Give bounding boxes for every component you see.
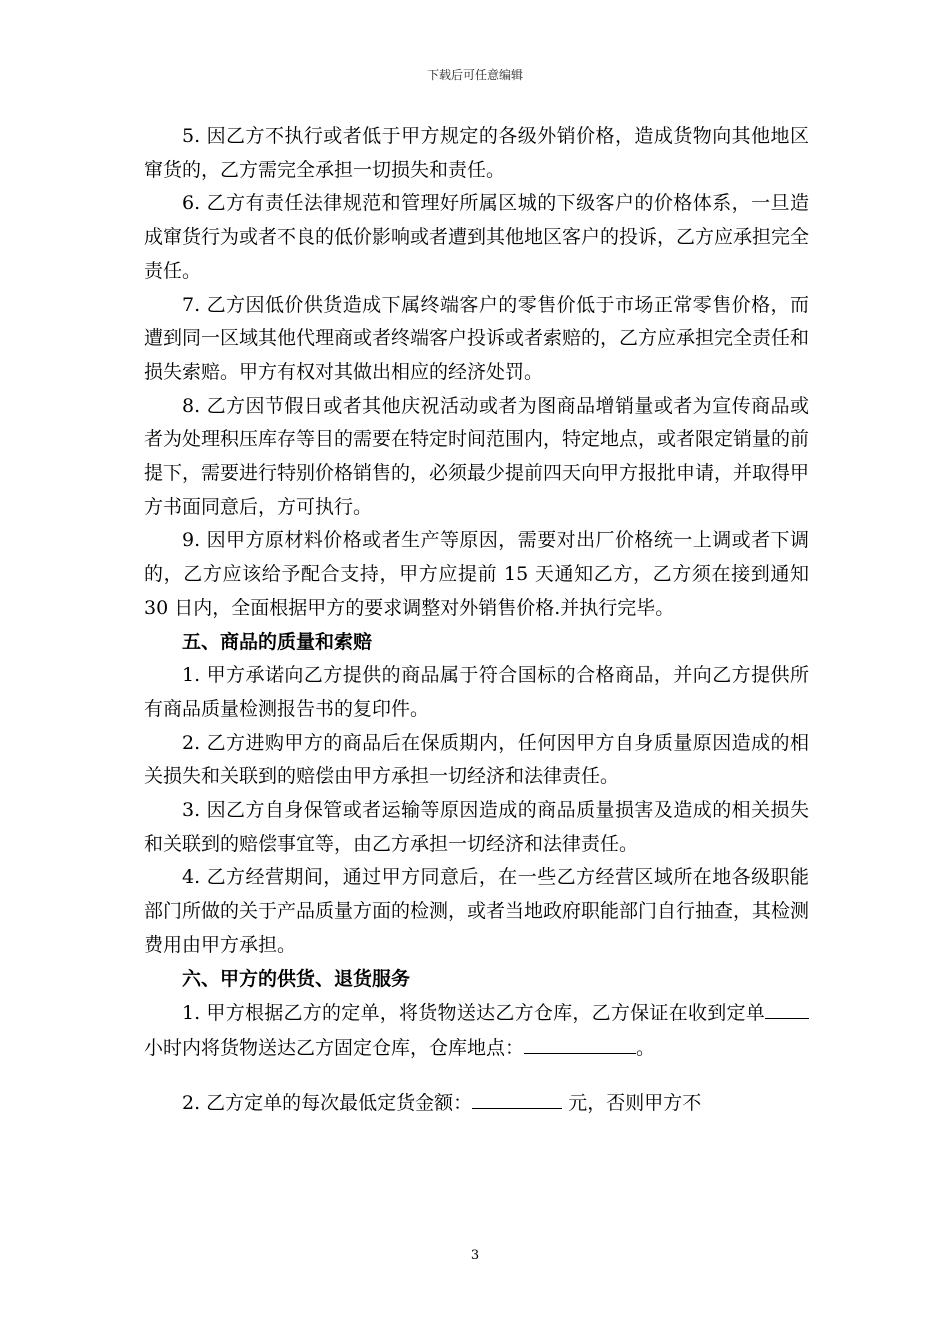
minimum-amount-blank xyxy=(472,1086,562,1109)
clause-7: 7. 乙方因低价供货造成下属终端客户的零售价低于市场正常零售价格，而遭到同一区域其他代理商或者终端客户投诉或者索赔的，乙方应承担完全责任和损失索赔。甲方有权对其做出相应的经济处罚。 xyxy=(144,293,810,383)
item-1-text-a: 1. 甲方根据乙方的定单，将货物送达乙方仓库，乙方保证在收到定单 xyxy=(182,1002,765,1025)
warehouse-address-blank xyxy=(524,1031,636,1054)
page-header: 下载后可任意编辑 xyxy=(426,68,523,82)
section-5-item-4: 4. 乙方经营期间，通过甲方同意后，在一些乙方经营区域所在地各级职能部门所做的关于产品质量方面的检测，或者当地政府职能部门自行抽查，其检测费用由甲方承担。 xyxy=(144,866,810,956)
page-number: 3 xyxy=(470,1248,480,1263)
item-1-text-b: 小时内将货物送达乙方固定仓库，仓库地点： xyxy=(144,1036,525,1059)
section-6-item-1 xyxy=(144,996,809,1065)
document-body xyxy=(144,120,809,1120)
hours-blank xyxy=(765,996,809,1019)
clause-9: 9. 因甲方原材料价格或者生产等原因，需要对出厂价格统一上调或者下调的，乙方应该给予配合支持，甲方应提前 15 天通知乙方，乙方须在接到通知 30 日内，全面根据甲方的要求调整对外销售价格.并执行完毕。 xyxy=(144,529,809,619)
section-5-item-1: 1. 甲方承诺向乙方提供的商品属于符合国标的合格商品，并向乙方提供所有商品质量检测报告书的复印件。 xyxy=(144,664,809,720)
item-2-text-a: 2. 乙方定单的每次最低定货金额： xyxy=(182,1091,473,1114)
clause-6: 6. 乙方有责任法律规范和管理好所属区城的下级客户的价格体系，一旦造成窜货行为或者不良的低价影响或者遭到其他地区客户的投诉，乙方应承担完全责任。 xyxy=(144,192,810,282)
section-6-item-2 xyxy=(144,1086,809,1121)
clause-8: 8. 乙方因节假日或者其他庆祝活动或者为图商品增销量或者为宣传商品或者为处理积压库存等目的需要在特定时间范围内，特定地点，或者限定销量的前提下，需要进行特别价格销售的，必须最少提前四天向甲方报批申请，并取得甲方书面同意后，方可执行。 xyxy=(144,394,810,518)
section-5-item-2: 2. 乙方进购甲方的商品后在保质期内，任何因甲方自身质量原因造成的相关损失和关联到的赔偿由甲方承担一切经济和法律责任。 xyxy=(144,731,809,788)
clause-5: 5. 因乙方不执行或者低于甲方规定的各级外销价格，造成货物向其他地区窜货的，乙方需完全承担一切损失和责任。 xyxy=(144,125,809,181)
item-1-text-c: 。 xyxy=(636,1036,656,1059)
section-5-item-3: 3. 因乙方自身保管或者运输等原因造成的商品质量损害及造成的相关损失和关联到的赔偿事宜等，由乙方承担一切经济和法律责任。 xyxy=(144,799,809,855)
section-6-title: 六、甲方的供货、退货服务 xyxy=(182,967,411,990)
item-2-text-b: 元，否则甲方不 xyxy=(562,1091,702,1114)
section-5-title: 五、商品的质量和索赔 xyxy=(182,630,373,653)
spacer xyxy=(144,1066,809,1086)
